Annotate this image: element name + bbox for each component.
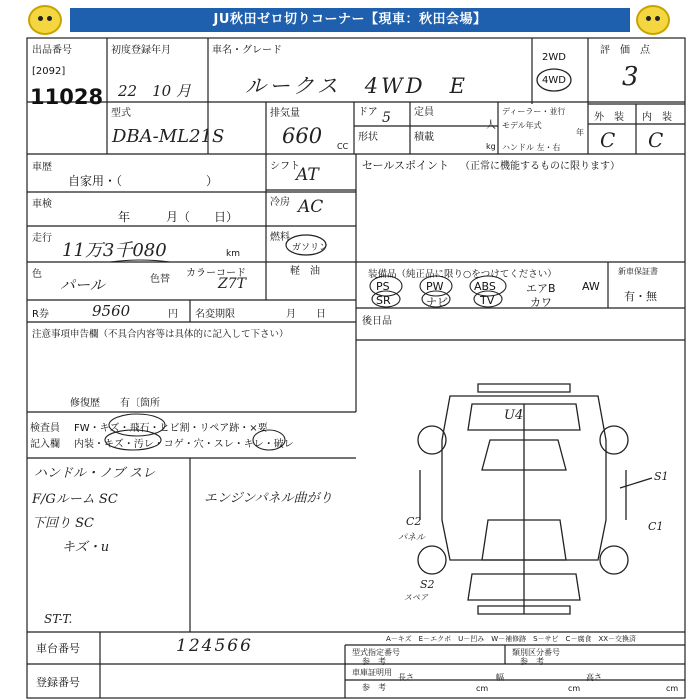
handle-label: ハンドル 左・右: [502, 143, 561, 152]
name-value: ルークス 4WD E: [245, 74, 468, 98]
sales-label: セールスポイント: [362, 159, 450, 172]
class-sub: 参 考: [520, 657, 544, 666]
disp-unit: CC: [337, 142, 349, 151]
equip-pw: PW: [426, 280, 444, 293]
eval-value: 3: [622, 62, 639, 92]
regno-label: 登録番号: [36, 676, 80, 689]
warranty-label: 新車保証書: [618, 267, 658, 276]
mark-u4: U4: [504, 408, 524, 423]
chassis-label: 車台番号: [36, 642, 80, 655]
shape-label: 形状: [358, 132, 378, 143]
entry-label: 記入欄: [30, 439, 60, 450]
recycle-label: R券: [32, 309, 49, 320]
dim-height-unit: cm: [666, 684, 679, 693]
plate-exp-value: 月 日: [286, 309, 326, 320]
fuel-gas: ガソリン: [292, 243, 329, 253]
rear-label: 後日品: [362, 316, 392, 327]
reg-label: 初度登録年月: [111, 45, 171, 56]
modelyear-unit: 年: [576, 128, 584, 137]
header-title: JU秋田ゼロ切りコーナー【現車：秋田会場】: [70, 8, 630, 32]
chassis-value: 124566: [176, 636, 253, 656]
inspection-value: 年 月（ 日）: [118, 210, 239, 224]
fw-line: FW・キズ・飛石・ヒビ割・リペア跡・×要: [74, 423, 268, 434]
mark-c2: C2: [406, 515, 422, 528]
equip-label: 装備品（純正品に限り○をつけてください）: [368, 269, 557, 280]
note-center: エンジンパネル曲がり: [204, 491, 333, 506]
inspector-label: 検査員: [30, 423, 60, 434]
equip-sr: SR: [376, 294, 391, 307]
mark-panel: パネル: [398, 533, 426, 543]
modelyear-label: モデル年式: [502, 121, 542, 130]
equip-aw: AW: [582, 280, 600, 293]
int-value: C: [648, 128, 664, 152]
ext-value: C: [600, 128, 616, 152]
fuel-label: 燃料: [270, 232, 290, 243]
shift-label: シフト: [270, 161, 300, 172]
st-note: ST-T.: [44, 612, 73, 626]
int-line: 内装・キズ・汚レ・コゲ・穴・スレ・キレ・破レ: [74, 439, 294, 450]
ac-label: 冷房: [270, 197, 290, 208]
equip-ps: PS: [376, 280, 390, 293]
ext-label: 外 装: [594, 112, 624, 123]
colorno-label: 色替: [150, 274, 170, 285]
colorcode-value: Z7T: [218, 276, 246, 292]
disp-label: 排気量: [270, 108, 300, 119]
note-line-3: 下回り SC: [32, 516, 94, 531]
name-label: 車名・グレード: [212, 45, 282, 56]
mileage-value: 11万3千080: [62, 240, 167, 261]
doors-value: 5: [382, 110, 391, 126]
mileage-label: 走行: [32, 233, 52, 244]
spec-sub: 参 考: [362, 657, 386, 666]
mark-spare: スペア: [404, 593, 428, 602]
repair-label: 修復歴 有〔箇所: [70, 398, 160, 409]
equip-leather: カワ: [530, 296, 552, 309]
dim-length-unit: cm: [476, 684, 489, 693]
cert-sub: 参 考: [362, 683, 386, 692]
inspection-label: 車検: [32, 199, 52, 210]
lot-code: [2092]: [32, 66, 66, 77]
spec-label: 型式指定番号: [352, 648, 400, 657]
recycle-unit: 円: [168, 309, 178, 320]
equip-tv: TV: [480, 294, 495, 307]
class-label: 類別区分番号: [512, 648, 560, 657]
equip-airbag: エアB: [526, 282, 556, 295]
plate-exp-label: 名変期限: [195, 309, 235, 320]
int-label: 内 装: [642, 112, 672, 123]
mark-s2: S2: [420, 578, 435, 591]
note-line-1: ハンドル・ノブ スレ: [34, 466, 156, 481]
mark-s1: S1: [654, 470, 669, 483]
warranty-value: 有・無: [624, 290, 657, 303]
load-unit: kg: [486, 142, 496, 151]
drive-4wd: 4WD: [542, 75, 566, 86]
load-label: 積載: [414, 132, 434, 143]
dealer-label: ディーラー・並行: [502, 107, 566, 116]
capacity-label: 定員: [414, 107, 434, 118]
lot-label: 出品番号: [32, 45, 72, 56]
note-line-2: F/Gルーム SC: [32, 492, 118, 507]
dim-height: 高さ: [586, 673, 602, 682]
mark-c1: C1: [648, 520, 664, 533]
notes-label: 注意事項申告欄（不具合内容等は具体的に記入して下さい）: [32, 329, 289, 340]
note-line-4: キズ・u: [62, 540, 110, 555]
doors-label: ドア: [358, 107, 378, 118]
colorcode-label: カラーコード: [186, 268, 246, 279]
color-value: パール: [60, 276, 105, 294]
history-label: 車歴: [32, 162, 52, 173]
car-diagram: [418, 384, 652, 614]
color-label: 色: [32, 269, 42, 280]
shift-value: AT: [296, 165, 319, 185]
model-value: DBA-ML21S: [112, 126, 225, 147]
disp-value: 660: [282, 124, 323, 148]
dim-width-unit: cm: [568, 684, 581, 693]
mileage-unit: km: [226, 249, 240, 259]
capacity-unit: 人: [486, 120, 496, 131]
lot-number: 11028: [30, 85, 104, 109]
drive-2wd: 2WD: [542, 52, 566, 63]
dim-length: 長さ: [398, 673, 414, 682]
dim-width: 幅: [496, 673, 504, 682]
legend: A－キズ E－エクボ U－凹み W－補修跡 S－サビ C－腐食 XX－交換済: [386, 635, 637, 643]
fuel-diesel: 軽 油: [290, 266, 320, 277]
cert-label: 車庫証明用: [352, 668, 392, 677]
sales-note: （正常に機能するものに限ります）: [460, 161, 620, 172]
reg-value: 22 10 月: [118, 82, 191, 100]
eval-label: 評 価 点: [600, 45, 650, 56]
equip-navi: ナビ: [426, 296, 448, 309]
history-value: 自家用・（ ）: [68, 174, 219, 188]
ac-value: AC: [298, 197, 324, 217]
model-label: 型式: [111, 108, 131, 119]
equip-abs: ABS: [474, 280, 496, 293]
recycle-value: 9560: [92, 302, 131, 320]
